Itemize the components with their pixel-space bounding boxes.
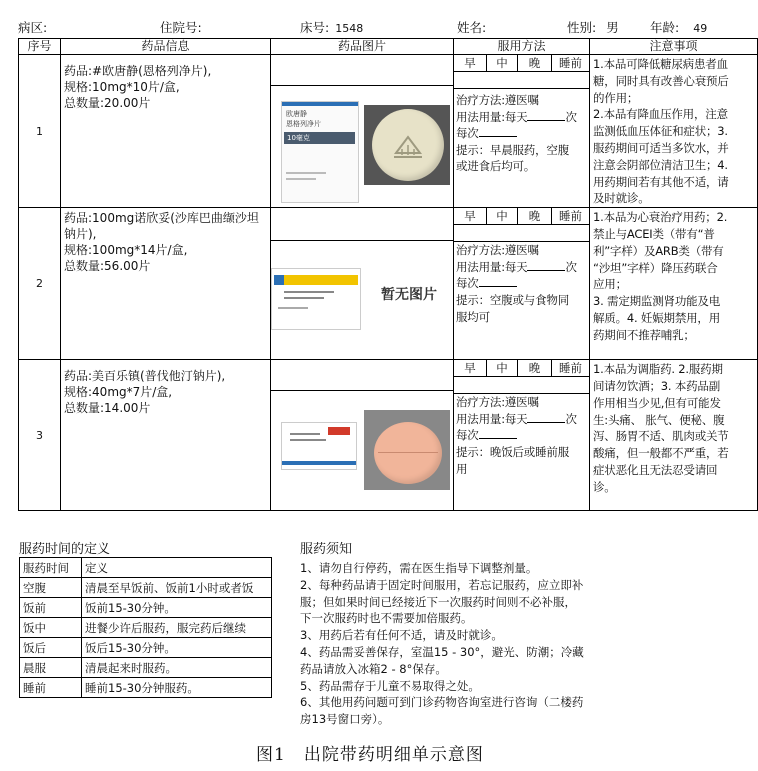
method-text — [454, 394, 589, 477]
method-line: 提示：晚饭后或睡前服 — [456, 444, 569, 459]
method-cell — [454, 208, 590, 360]
drug-spec: 规格:10mg*10片/盒, — [64, 80, 180, 94]
note-line: 解质。4. 妊娠期禁用，用 — [593, 310, 721, 325]
drug-total: 总数量:20.00片 — [64, 96, 151, 110]
time-bedtime: 睡前 — [559, 209, 582, 224]
method-line: 每次 — [456, 427, 587, 444]
col-info-header: 药品信息 — [61, 39, 271, 55]
pill-tablet — [374, 422, 442, 484]
note-line: 用药期间若有其他不适，请 — [593, 174, 729, 189]
time-slots-blank — [454, 225, 589, 242]
package-stripe — [274, 275, 358, 285]
table-row — [20, 618, 272, 638]
def-time: 睡前 — [20, 678, 82, 698]
inpatient-no-label: 住院号: — [160, 20, 202, 35]
note-line: 2.本品有降血压作用，注意 — [593, 107, 728, 122]
no-image-label: 暂无图片 — [381, 287, 437, 304]
note-line: 利”字样）及ARB类（带有 — [593, 243, 724, 258]
note-line: 3. 需定期监测肾功能及电 — [593, 294, 721, 309]
drug-info — [61, 55, 271, 208]
age-value: 49 — [693, 22, 708, 35]
note-line: 禁止与ACEI类（带有“普 — [593, 226, 715, 241]
name-label: 姓名: — [457, 20, 487, 35]
row-seq: 3 — [19, 360, 61, 511]
pill-photo — [364, 410, 450, 490]
notice-line: 房13号窗口旁）。 — [300, 712, 390, 727]
drug-spec: 规格:100mg*14片/盒, — [64, 243, 188, 258]
time-morning: 早 — [454, 208, 487, 224]
package-stripe — [282, 461, 356, 465]
method-line: 每次 — [456, 125, 587, 142]
time-bedtime: 睡前 — [559, 56, 582, 70]
notes-cell — [590, 360, 758, 511]
note-line: 1.本品可降低糖尿病患者血 — [593, 57, 728, 71]
note-line: 酸痛，但一般都不严重，若 — [593, 446, 729, 461]
note-line: 及时就诊。 — [593, 191, 650, 206]
row-seq: 1 — [19, 55, 61, 208]
method-line: 治疗方法:遵医嘱 — [456, 395, 539, 410]
package-detail — [286, 178, 316, 180]
row-seq: 2 — [19, 208, 61, 360]
def-text: 饭前15-30分钟。 — [82, 598, 272, 618]
drug-info — [61, 208, 271, 360]
method-cell — [454, 55, 590, 208]
method-line: 服均可 — [456, 309, 490, 324]
medication-table — [18, 38, 758, 511]
note-line: 间请勿饮酒；3. 本药品副 — [593, 378, 721, 393]
method-line: 用法用量:每天 次 — [456, 411, 577, 426]
notice-line: 5、药品需存于儿童不易取得之处。 — [300, 678, 480, 693]
time-bedtime: 睡前 — [559, 361, 582, 376]
gender-label: 性别: — [567, 20, 597, 35]
figure-caption: 图1 出院带药明细单示意图 — [256, 745, 484, 765]
package-stripe — [282, 102, 358, 106]
divider — [271, 85, 453, 86]
pill-imprint-icon — [372, 109, 444, 181]
def-head-time: 服药时间 — [20, 558, 82, 578]
col-method-header: 服用方法 — [454, 39, 590, 55]
notes-cell — [590, 55, 758, 208]
package-image — [281, 101, 359, 203]
table-row — [20, 658, 272, 678]
note-line: 症状恶化且无法忍受请回 — [593, 462, 718, 477]
time-slots-blank — [454, 72, 589, 89]
table-row — [20, 678, 272, 698]
drug-spec: 规格:40mg*7片/盒, — [64, 385, 173, 400]
method-line: 或进食后均可。 — [456, 159, 536, 174]
time-slots — [454, 208, 589, 225]
table-row — [19, 208, 758, 360]
drug-info — [61, 360, 271, 511]
drug-name: 药品:#欧唐静(恩格列净片), — [64, 64, 212, 78]
time-evening: 晚 — [518, 208, 552, 224]
notice-line: 服；但如果时间已经接近下一次服药时间则不必补服， — [300, 594, 576, 609]
definitions-title: 服药时间的定义 — [19, 542, 111, 557]
drug-name: 药品:美百乐镇(普伐他汀钠片), — [64, 369, 226, 384]
drug-image-cell — [271, 55, 454, 208]
col-image-header: 药品图片 — [271, 39, 454, 55]
method-line: 每次 — [456, 275, 587, 292]
table-row — [20, 578, 272, 598]
table-row — [20, 598, 272, 618]
divider — [271, 240, 453, 241]
package-detail — [284, 291, 334, 293]
package-detail — [290, 433, 320, 435]
def-time: 饭后 — [20, 638, 82, 658]
method-cell — [454, 360, 590, 511]
time-slots-blank — [454, 377, 589, 394]
package-detail — [290, 439, 326, 441]
time-morning: 早 — [454, 55, 487, 71]
method-line: 治疗方法:遵医嘱 — [456, 243, 539, 258]
package-detail — [278, 307, 308, 309]
method-line: 治疗方法:遵医嘱 — [456, 93, 539, 107]
notice-list — [300, 560, 620, 728]
table-row — [20, 638, 272, 658]
ward-label: 病区: — [18, 20, 48, 35]
package-detail — [286, 172, 326, 174]
time-morning: 早 — [454, 360, 487, 376]
method-line: 用法用量:每天 次 — [456, 259, 577, 274]
note-line: 作用相当少见,但有可能发 — [593, 395, 721, 410]
divider — [271, 390, 453, 391]
package-brand: 欧唐静 — [286, 110, 307, 118]
col-seq-header: 序号 — [19, 39, 61, 55]
method-line: 用 — [456, 461, 468, 476]
note-line: 诊。 — [593, 479, 616, 494]
def-time: 空腹 — [20, 578, 82, 598]
time-slots — [454, 360, 589, 377]
note-line: “沙坦”字样）降压药联合 — [593, 260, 718, 275]
package-image — [281, 422, 357, 470]
drug-image-cell — [271, 360, 454, 511]
def-text: 清晨起来时服药。 — [82, 658, 272, 678]
method-line: 提示：空腹或与食物同 — [456, 292, 569, 307]
note-line: 1.本品为调脂药. 2.服药期 — [593, 362, 723, 377]
notice-line: 药品请放入冰箱2 - 8°保存。 — [300, 661, 447, 676]
notice-line: 3、用药后若有任何不适，请及时就诊。 — [300, 628, 503, 643]
def-text: 饭后15-30分钟。 — [82, 638, 272, 658]
bed-value: 1548 — [335, 22, 364, 35]
drug-name-cont: 钠片), — [64, 227, 97, 242]
note-line: 糖，同时具有改善心衰预后 — [593, 73, 729, 88]
table-header-row — [19, 39, 758, 55]
note-line: 泻、肠胃不适、肌肉或关节 — [593, 429, 729, 444]
package-logo — [328, 427, 350, 435]
bed-label: 床号: — [300, 20, 330, 35]
note-line: 药期间不推荐哺乳； — [593, 327, 695, 342]
notice-line: 2、每种药品请于固定时间服用，若忘记服药，应立即补 — [300, 577, 584, 592]
time-evening: 晚 — [518, 55, 552, 71]
notice-title: 服药须知 — [300, 542, 353, 557]
bed-field — [300, 18, 363, 36]
package-dose: 10毫克 — [284, 132, 355, 144]
def-time: 饭前 — [20, 598, 82, 618]
note-line: 生:头痛、 胀气、便秘、腹 — [593, 412, 725, 427]
time-noon: 中 — [487, 55, 518, 71]
notice-line: 下一次服药时也不需要加倍服药。 — [300, 611, 473, 626]
notice-line: 4、药品需妥善保存，室温15 - 30°，避光、防潮；冷藏 — [300, 644, 584, 659]
col-notes-header: 注意事项 — [590, 39, 758, 55]
time-noon: 中 — [487, 360, 518, 376]
note-line: 应用； — [593, 277, 627, 292]
method-line: 提示：早晨服药，空腹 — [456, 142, 569, 157]
time-evening: 晚 — [518, 360, 552, 376]
def-text: 睡前15-30分钟服药。 — [82, 678, 272, 698]
pill-photo — [364, 105, 450, 185]
drug-total: 总数量:56.00片 — [64, 259, 151, 274]
note-line: 服药期间可适当多饮水，并 — [593, 140, 729, 155]
def-head-def: 定义 — [82, 558, 272, 578]
note-line: 监测低血压体征和症状；3. — [593, 124, 728, 139]
notice-line: 1、请勿自行停药，需在医生指导下调整剂量。 — [300, 561, 538, 575]
gender-value: 男 — [606, 20, 619, 35]
time-noon: 中 — [487, 208, 518, 224]
package-image — [271, 268, 361, 330]
time-slots — [454, 55, 589, 72]
package-logo — [274, 275, 284, 285]
def-text: 清晨至早饭前、饭前1小时或者饭 — [82, 578, 272, 598]
def-time: 饭中 — [20, 618, 82, 638]
table-row — [20, 558, 272, 578]
note-line: 的作用； — [593, 90, 639, 105]
pill-tablet — [372, 109, 444, 181]
method-text — [454, 92, 589, 175]
note-line: 注意会阴部位清洁卫生；4. — [593, 157, 728, 172]
drug-image-cell — [271, 208, 454, 360]
def-text: 进餐少许后服药，服完药后继续 — [82, 618, 272, 638]
note-line: 1.本品为心衰治疗用药；2. — [593, 210, 728, 225]
method-line: 用法用量:每天 次 — [456, 109, 577, 124]
age-field — [650, 18, 707, 36]
gender-field — [567, 18, 619, 36]
notice-line: 6、其他用药问题可到门诊药物咨询室进行咨询（二楼药 — [300, 695, 584, 710]
age-label: 年龄: — [650, 20, 680, 35]
package-detail — [284, 297, 324, 299]
pill-score-line — [378, 452, 438, 453]
drug-name: 药品:100mg诺欣妥(沙库巴曲缬沙坦 — [64, 211, 259, 226]
notes-cell — [590, 208, 758, 360]
def-time: 晨服 — [20, 658, 82, 678]
table-row — [19, 55, 758, 208]
drug-total: 总数量:14.00片 — [64, 401, 151, 416]
table-row — [19, 360, 758, 511]
method-text — [454, 242, 589, 325]
package-generic: 恩格列净片 — [286, 120, 321, 128]
definitions-table — [19, 557, 272, 698]
